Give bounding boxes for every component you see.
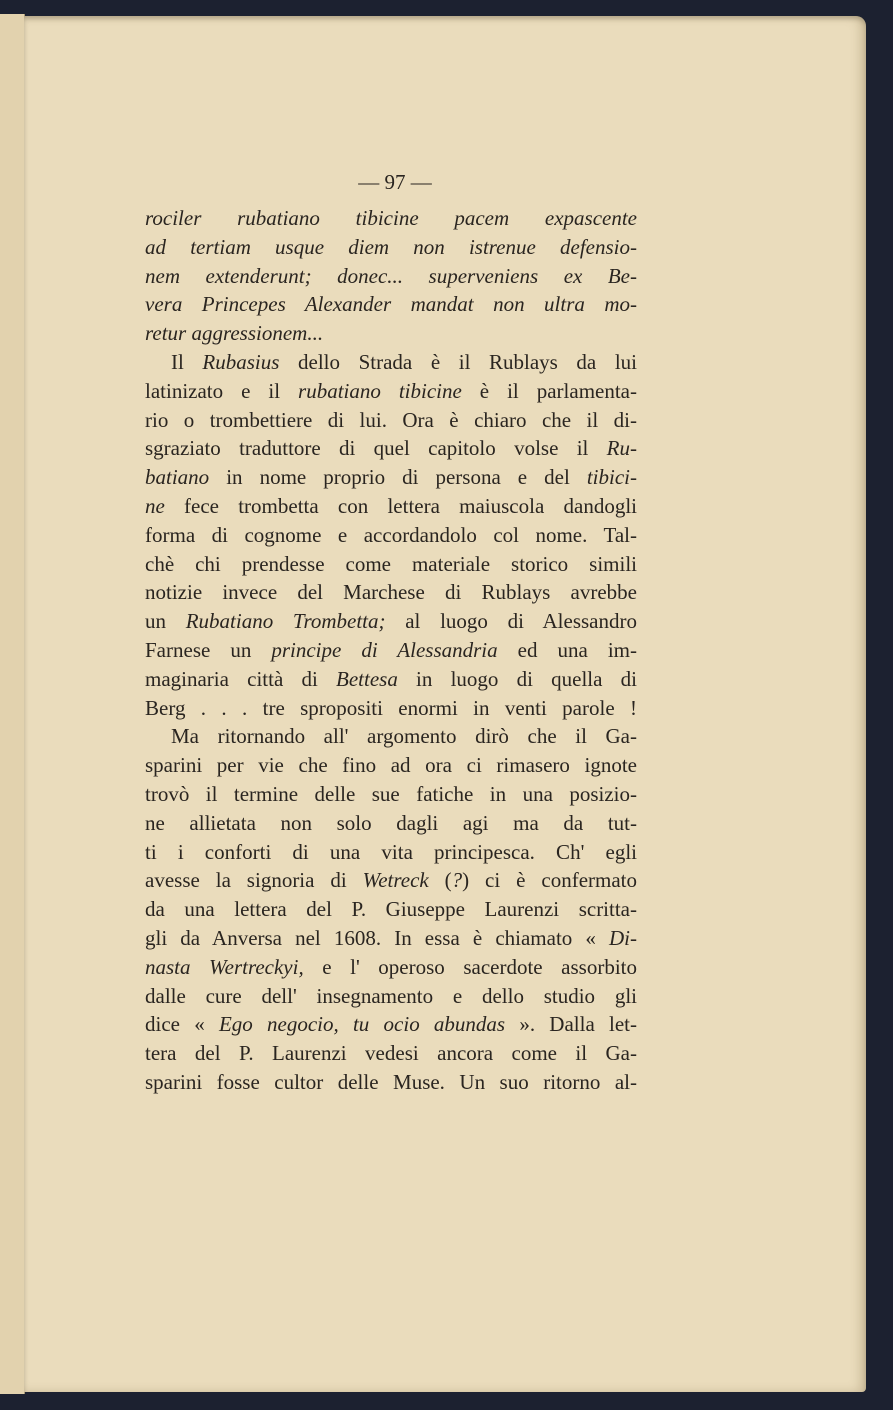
text-segment: Farnese un: [145, 637, 272, 662]
text-segment: ) ci è confermato: [462, 868, 637, 893]
text-line: [145, 665, 637, 694]
text-segment: ne allietata non solo dagli agi ma da tut-: [145, 810, 637, 835]
text-line: [145, 492, 637, 521]
text-line: [145, 319, 637, 348]
text-segment: chè chi prendesse come materiale storico simili: [145, 551, 637, 576]
italic-text: tibici-: [586, 465, 637, 490]
italic-text: Wetreck: [362, 868, 429, 893]
text-segment: ». Dalla let-: [505, 1012, 637, 1037]
italic-text: nasta Wertreckyi,: [145, 954, 304, 979]
text-line: [145, 866, 637, 895]
body-text: [145, 204, 637, 1097]
text-line: [145, 463, 637, 492]
italic-text: rociler rubatiano tibicine pacem expascente: [145, 206, 637, 230]
text-segment: Berg . . . tre spropositi enormi in venti parole !: [145, 695, 637, 720]
italic-text: batiano: [145, 465, 210, 490]
text-line: [145, 722, 637, 751]
italic-text: ?: [451, 868, 463, 893]
text-segment: da una lettera del P. Giuseppe Laurenzi scritta-: [145, 897, 637, 922]
italic-text: vera Princepes Alexander mandat non ultra mo-: [145, 292, 637, 317]
text-segment: forma di cognome e accordandolo col nome. Tal-: [145, 522, 637, 547]
text-line: [145, 809, 637, 838]
text-segment: dice «: [145, 1012, 219, 1037]
text-segment: rio o trombettiere di lui. Ora è chiaro che il di-: [145, 407, 637, 432]
text-line: [145, 694, 637, 723]
text-segment: fece trombetta con lettera maiuscola dandogli: [164, 493, 637, 518]
italic-text: principe di Alessandria: [271, 637, 498, 662]
text-line: [145, 751, 637, 780]
text-segment: è il parlamenta-: [461, 378, 637, 403]
italic-text: Bettesa: [336, 666, 398, 691]
italic-text: Rubatiano Trombetta;: [185, 609, 386, 634]
text-segment: al luogo di Alessandro: [385, 609, 637, 634]
italic-text: Ru-: [606, 436, 637, 461]
text-line: [145, 434, 637, 463]
text-line: [145, 1039, 637, 1068]
text-line: [145, 233, 637, 262]
italic-text: rubatiano tibicine: [298, 378, 462, 403]
text-line: [145, 953, 637, 982]
adjacent-page-edge: [0, 14, 25, 1394]
text-segment: e l' operoso sacerdote assorbito: [303, 954, 637, 979]
text-line: [145, 377, 637, 406]
italic-text: Di-: [609, 925, 637, 950]
text-segment: ed una im-: [497, 637, 638, 662]
text-line: [145, 262, 637, 291]
text-line: [145, 406, 637, 435]
text-segment: tera del P. Laurenzi vedesi ancora come il Ga-: [145, 1041, 637, 1066]
italic-text: Ego negocio, tu ocio abundas: [218, 1012, 506, 1037]
text-segment: latinizato e il: [145, 378, 299, 403]
text-segment: ti i conforti di una vita principesca. Ch' egli: [145, 839, 637, 864]
text-segment: Ma ritornando all' argomento dirò che il Ga-: [171, 724, 637, 749]
italic-text: nem extenderunt; donec... superveniens ex Be-: [145, 263, 637, 288]
text-line: [145, 780, 637, 809]
text-line: [145, 607, 637, 636]
text-line: [145, 838, 637, 867]
text-segment: sparini per vie che fino ad ora ci rimasero ignote: [145, 753, 637, 778]
italic-text: ad tertiam usque diem non istrenue defensio-: [145, 234, 637, 259]
text-line: [145, 578, 637, 607]
text-segment: maginaria città di: [145, 666, 337, 691]
text-segment: sparini fosse cultor delle Muse. Un suo ritorno al-: [145, 1069, 637, 1094]
text-line: [145, 636, 637, 665]
text-segment: dello Strada è il Rublays da lui: [279, 349, 638, 374]
text-segment: un: [145, 609, 186, 634]
text-segment: in nome proprio di persona e del: [209, 465, 587, 490]
text-line: [145, 521, 637, 550]
text-segment: in luogo di quella di: [397, 666, 637, 691]
text-line: [145, 982, 637, 1011]
text-segment: sgraziato traduttore di quel capitolo volse il: [145, 436, 607, 461]
text-line: [145, 895, 637, 924]
italic-text: ne: [145, 493, 165, 518]
text-line: [145, 290, 637, 319]
text-segment: avesse la signoria di: [145, 868, 363, 893]
text-line: [145, 348, 637, 377]
text-segment: Il: [171, 349, 203, 374]
text-line: [145, 204, 637, 233]
text-line: [145, 1010, 637, 1039]
text-segment: gli da Anversa nel 1608. In essa è chiamato «: [145, 925, 609, 950]
text-segment: dalle cure dell' insegnamento e dello studio gli: [145, 983, 637, 1008]
italic-text: retur aggressionem...: [145, 321, 324, 346]
italic-text: Rubasius: [202, 349, 280, 374]
text-line: [145, 924, 637, 953]
text-segment: trovò il termine delle sue fatiche in una posizio-: [145, 781, 637, 806]
text-line: [145, 550, 637, 579]
text-segment: notizie invece del Marchese di Rublays avrebbe: [145, 580, 637, 605]
text-segment: (: [428, 868, 452, 893]
page-number: — 97 —: [358, 170, 432, 194]
text-line: [145, 1068, 637, 1097]
